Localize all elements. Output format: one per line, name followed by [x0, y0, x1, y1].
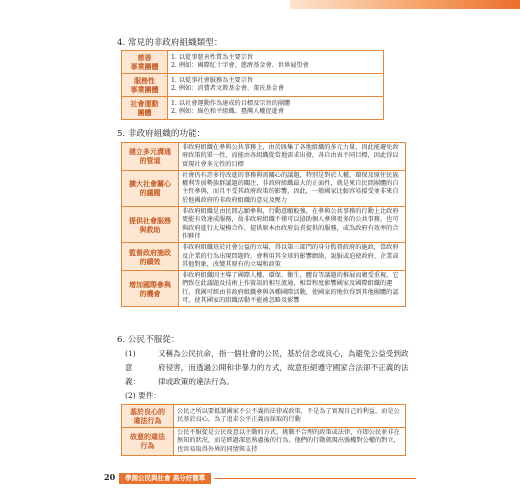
row-text-line: 1. 以從事社會服務為主要宗旨 [171, 76, 254, 84]
row-label-line: 行為 [140, 441, 155, 451]
row-label-line: 與救助 [139, 224, 161, 234]
section-6-heading: 6. 公民不服從： [117, 335, 180, 345]
row-label [122, 243, 179, 271]
section-5-heading: 5. 非政府組織的功能： [117, 129, 206, 139]
row-label [122, 207, 179, 243]
row-content: 公民不服從是公民故意以主動的方式，挑戰不合理的政策或法律，亦即公民並非在無知的狀況，而是經過深思熟慮後的行為，他們的行動就現出強權對公權的對立，也容易取得外界的同情與支持 [174, 428, 406, 456]
row-label-line: 服務性 [134, 76, 155, 85]
meaning-label: (1) 意義： [125, 349, 141, 386]
row-text-line: 1. 以從事慈善性質為主要宗旨 [171, 53, 254, 61]
row-label-line: 的機會 [139, 288, 161, 298]
row-label [122, 74, 168, 97]
meaning-text: 又稱為公民抗命，指一個社會的公民，基於信念或良心，為避免公益受到政府侵害，而透過公開和非暴力的方式，故意拒絕遵守國家合法卻不正義的法律或政策的違法行為。 [158, 349, 409, 386]
page-number: 20 [104, 472, 116, 482]
book-title-badge: 學測公民與社會 高分好簡單 [119, 473, 211, 484]
row-label [122, 170, 179, 206]
row-content [168, 74, 384, 97]
row-text-line: 2. 例如：國際紅十字會、慈濟基金會、世界展望會 [171, 62, 309, 69]
table-row [122, 97, 384, 120]
row-label-line: 的議題 [139, 188, 161, 198]
row-label [122, 51, 168, 74]
page-footer [104, 472, 416, 484]
row-label-line: 慈善 [137, 53, 152, 62]
row-label-line: 的管道 [139, 156, 161, 166]
table-row [122, 405, 406, 428]
row-content: 非政府組織是由民間志願參與，行動意願較強，在參與公共事務的行動上比政府更能有效達成服務，故非政府組織不僅可以協助個人參與更多的公共事務，也可與政府進行大規模合作，提供原本由政府負責提供的服務，或為政府有效率的合作夥伴 [179, 207, 406, 243]
table-row [122, 51, 384, 74]
row-label-line: 提供社會服務 [129, 215, 171, 225]
row-label-line: 事業團體 [130, 62, 159, 71]
row-text-line: 2. 例如：消費者文教基金會、董氏基金會 [171, 85, 285, 92]
row-text-line: 1. 以社會運動作為達成的目標及宗旨的團體 [171, 99, 291, 107]
table-row [122, 74, 384, 97]
table-row [122, 243, 406, 271]
row-label-line: 監督政府施政 [129, 247, 171, 257]
row-label-line: 社會運動 [130, 99, 159, 108]
row-label [122, 97, 168, 120]
row-label [122, 143, 179, 171]
row-label-line: 增加國際參與 [129, 279, 171, 289]
table-row [122, 207, 406, 243]
ngo-functions-table [121, 142, 406, 307]
requirements-label: (2) 要件： [125, 391, 161, 400]
row-content: 公民之所以要抵制國家不公不義的法律或政策，不是為了實現自己的利益，而是公民基於良心，為了追求公平正義而採取的行動 [174, 405, 406, 428]
row-content: 社會仍有許多待改進的事務與需關心的議題，特別是對於人權、環保及原住民族權利等弱勢族群議題的關注，非政府組織最大的正面性，就是來自民間團體的自主性參與，而且不受其政府政策的影響，因此，一般國家比較容易接受並非來自於他國政府的非政府組織的意見及壓力 [179, 170, 406, 206]
row-text-line: 2. 例如：綠色和平組織、臺灣人權促進會 [171, 108, 285, 115]
section-4-heading: 4. 常見的非政府組織類型： [117, 38, 223, 48]
row-label-line: 基於良心的 [130, 407, 165, 416]
row-label-line: 的績效 [139, 256, 161, 266]
table-row [122, 143, 406, 171]
row-label-line: 事業團體 [130, 85, 159, 94]
row-content: 非政府組織基於社會公益的立場，得以第三部門的身分監督政府的施政，當政府及企業的行為出現問題時，會利用其全球的影響網絡，說服或迫使政府、企業或其他對象，改變其原有的立場和政策 [179, 243, 406, 271]
row-content [168, 51, 384, 74]
table-row [122, 170, 406, 206]
ngo-types-table [121, 50, 384, 120]
row-content: 非政府組織因主導了國際人權、環保、衛生、體育等議題的推展而廣受重視，它們致在此議題及技術上作資訊的相互流通，相當程度影響國家及國際組織的運行，我國可經由非政府組織參與各種國際活動，使國家的地位得到其他團體的認可，使其國家的組織活動不能被忽略及影響 [179, 271, 406, 307]
footer-rule [214, 478, 416, 479]
row-content [168, 97, 384, 120]
row-label-line: 擴大社會關心 [129, 179, 171, 189]
row-label-line: 團體 [137, 108, 152, 117]
table-row [122, 271, 406, 307]
row-label-line: 建立多元溝通 [129, 147, 171, 157]
table-row [122, 428, 406, 456]
row-label-line: 故意的違法 [130, 432, 165, 442]
civil-disobedience-table [121, 404, 406, 456]
row-label [122, 405, 174, 428]
row-label [122, 271, 179, 307]
row-content: 非政府組織在參與公共事務上，由於匯集了各地組織的多元力量，因此能避免政府政策的單一性，而能由各組織從當地需求出發，各自由表不同目標，因此得以實現社會多元性的目標 [179, 143, 406, 171]
row-label-line: 違法行為 [133, 416, 162, 425]
row-label [122, 428, 174, 456]
